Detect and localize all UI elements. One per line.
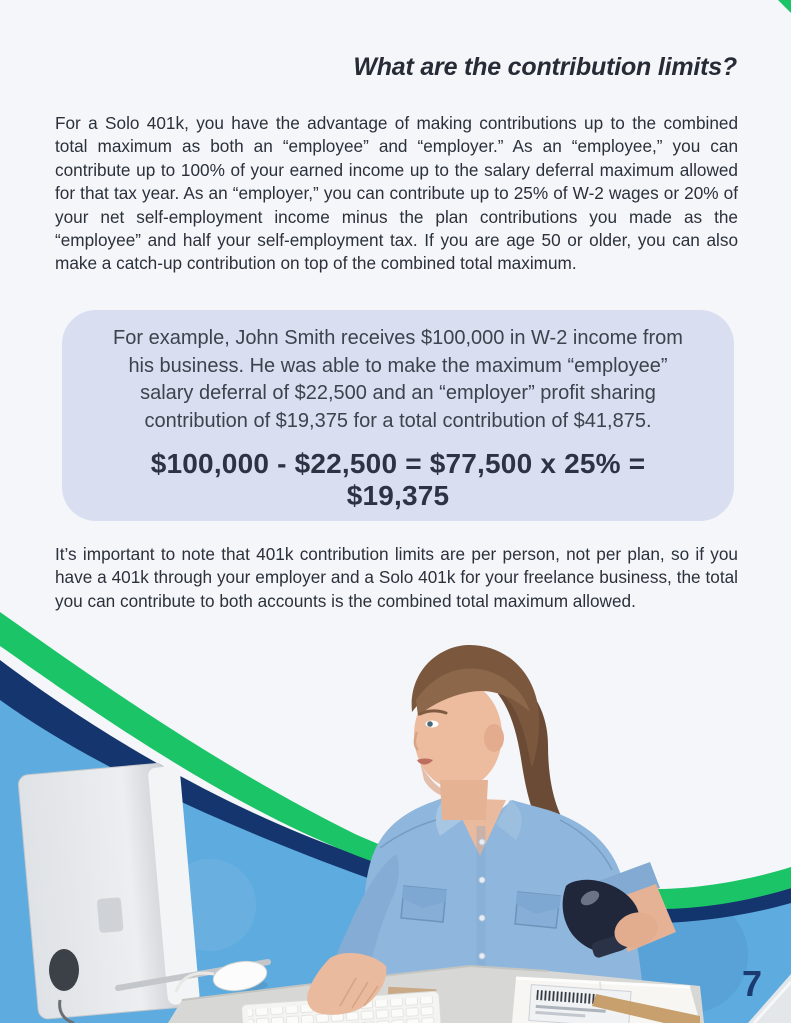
example-formula: $100,000 - $22,500 = $77,500 x 25% = $19,375 <box>150 448 646 511</box>
page-title: What are the contribution limits? <box>353 53 737 81</box>
photo-illustration <box>0 600 791 1023</box>
ear <box>484 724 504 752</box>
example-callout-box <box>62 310 734 521</box>
imac-cable-hole <box>49 949 79 991</box>
package-box <box>512 978 700 1023</box>
note-paragraph: It’s important to note that 401k contribution limits are per person, not per plan, so if you have a 401k through your employer and a Solo 401k for your freelance business, the total you can contribute to both accounts is the combined total maximum allowed. <box>55 544 738 611</box>
corner-accent-icon <box>775 0 791 16</box>
neck <box>440 780 488 820</box>
example-text: For example, John Smith receives $100,000 in W-2 income from his business. He was able to make the maximum “employee” salary deferral of $22,500 and an “employer” profit sharing contribution of $19,375 for a total contribution of $41,875. <box>113 327 683 432</box>
intro-paragraph: For a Solo 401k, you have the advantage of making contributions up to the combined total maximum as both an “employee” and “employer.” As an “employee,” you can contribute up to 100% of your earned income up to the salary deferral maximum allowed for that tax year. As an “employer,” you can contribute up to 25% of W-2 wages or 20% of your net self-employment income minus the plan contributions you made as the “employee” and half your self-employment tax. If you are age 50 or older, you can also make a catch-up contribution on top of the combined total maximum. <box>55 113 738 274</box>
page-number: 7 <box>742 963 763 1004</box>
